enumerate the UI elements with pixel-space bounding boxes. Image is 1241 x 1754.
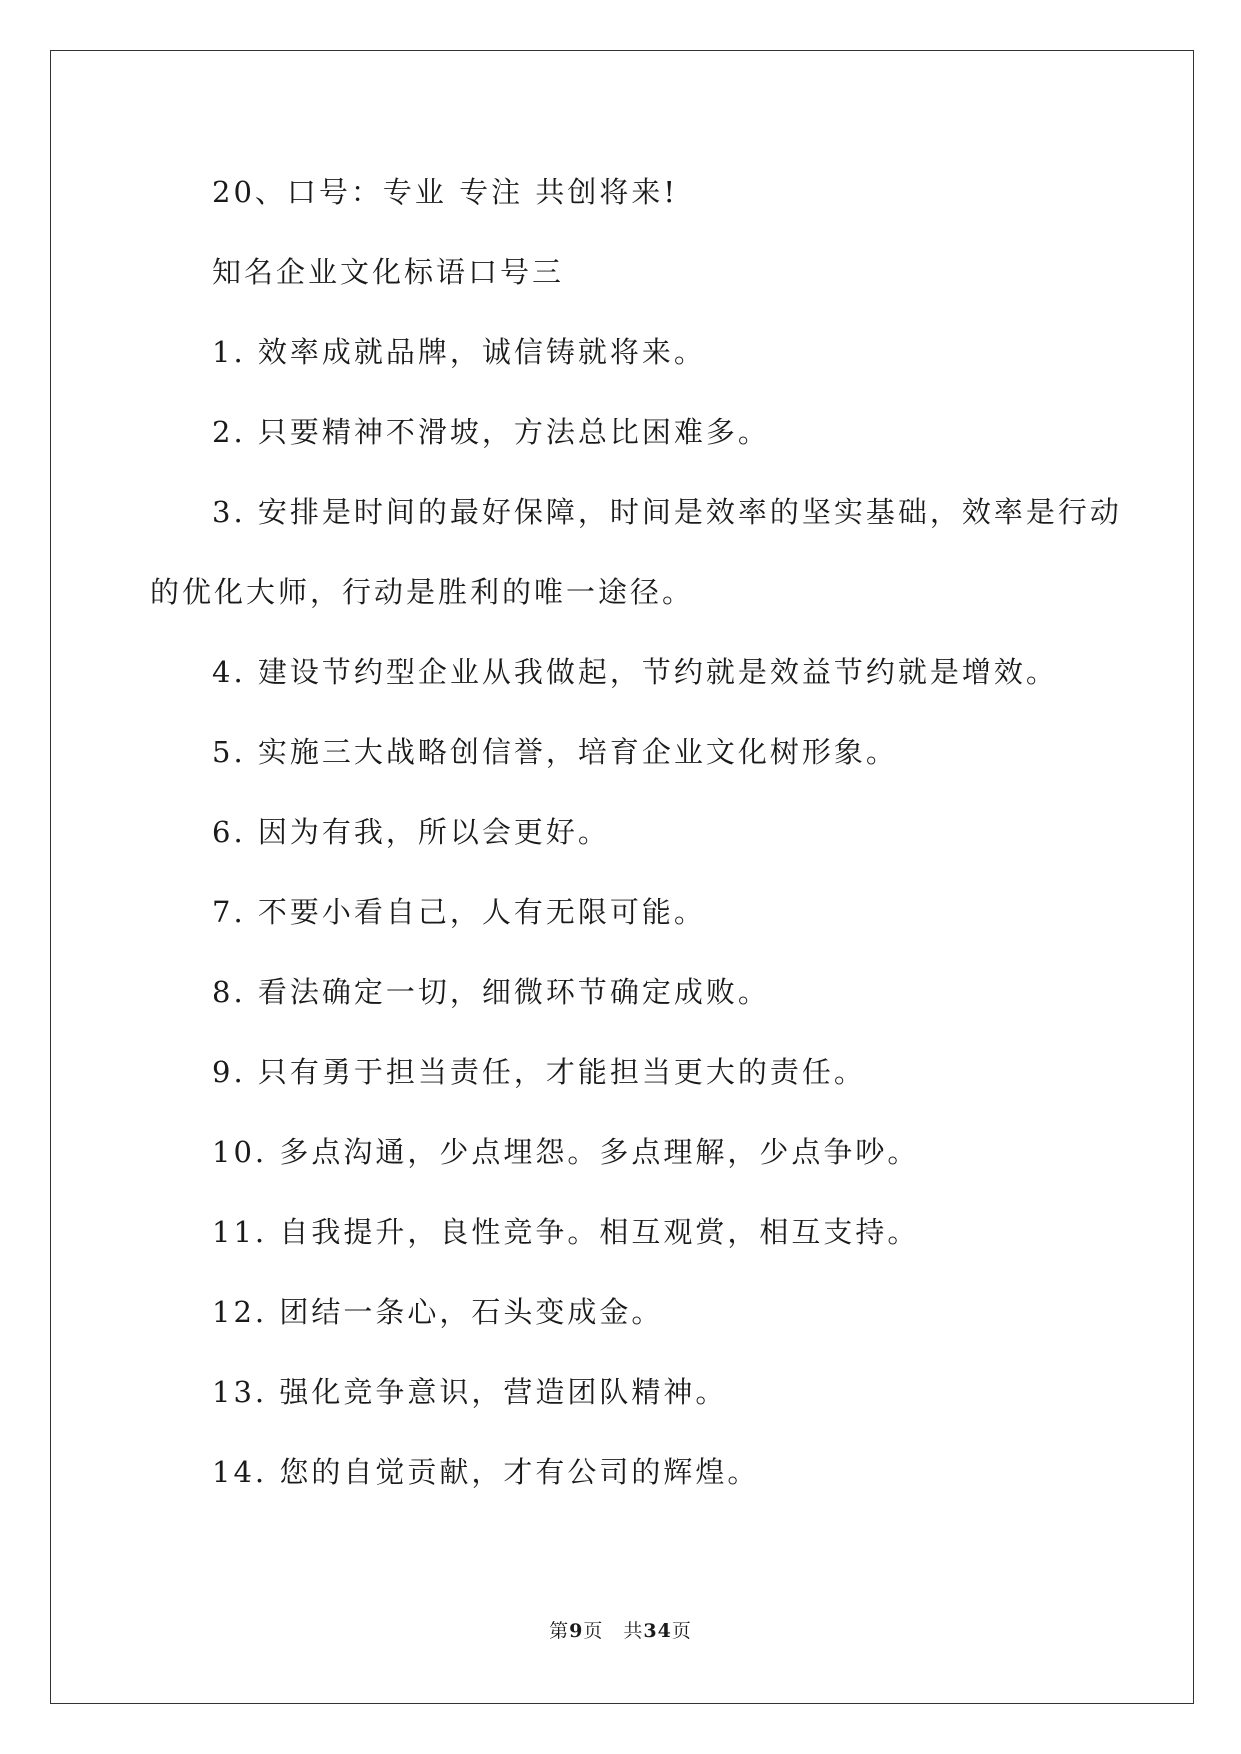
total-page-number: 34 [643,1620,672,1642]
slogan-line-10: 10. 多点沟通，少点埋怨。多点理解，少点争吵。 [212,1135,920,1169]
current-page-number: 9 [569,1620,584,1642]
slogan-line-3-continued: 的优化大师，行动是胜利的唯一途径。 [150,575,695,609]
section-heading: 知名企业文化标语口号三 [212,255,565,289]
slogan-line-5: 5. 实施三大战略创信誉，培育企业文化树形象。 [212,735,898,769]
slogan-line-6: 6. 因为有我，所以会更好。 [212,815,610,849]
slogan-line-4: 4. 建设节约型企业从我做起，节约就是效益节约就是增效。 [212,655,1058,689]
footer-prefix: 第 [549,1620,570,1642]
slogan-line-14: 14. 您的自觉贡献，才有公司的辉煌。 [212,1455,760,1489]
slogan-line-11: 11. 自我提升，良性竞争。相互观赏，相互支持。 [212,1215,920,1249]
page-footer [0,1618,1241,1644]
slogan-line-12: 12. 团结一条心，石头变成金。 [212,1295,664,1329]
footer-suffix: 页 [671,1620,692,1642]
slogan-line-1: 1. 效率成就品牌，诚信铸就将来。 [212,335,706,369]
slogan-line-13: 13. 强化竞争意识，营造团队精神。 [212,1375,728,1409]
slogan-line-20: 20、口号：专业 专注 共创将来! [212,175,678,209]
slogan-line-8: 8. 看法确定一切，细微环节确定成败。 [212,975,770,1009]
slogan-line-3: 3. 安排是时间的最好保障，时间是效率的坚实基础，效率是行动 [212,495,1122,529]
slogan-line-2: 2. 只要精神不滑坡，方法总比困难多。 [212,415,770,449]
slogan-line-7: 7. 不要小看自己，人有无限可能。 [212,895,706,929]
footer-mid: 页 共 [583,1620,644,1642]
slogan-line-9: 9. 只有勇于担当责任，才能担当更大的责任。 [212,1055,866,1089]
